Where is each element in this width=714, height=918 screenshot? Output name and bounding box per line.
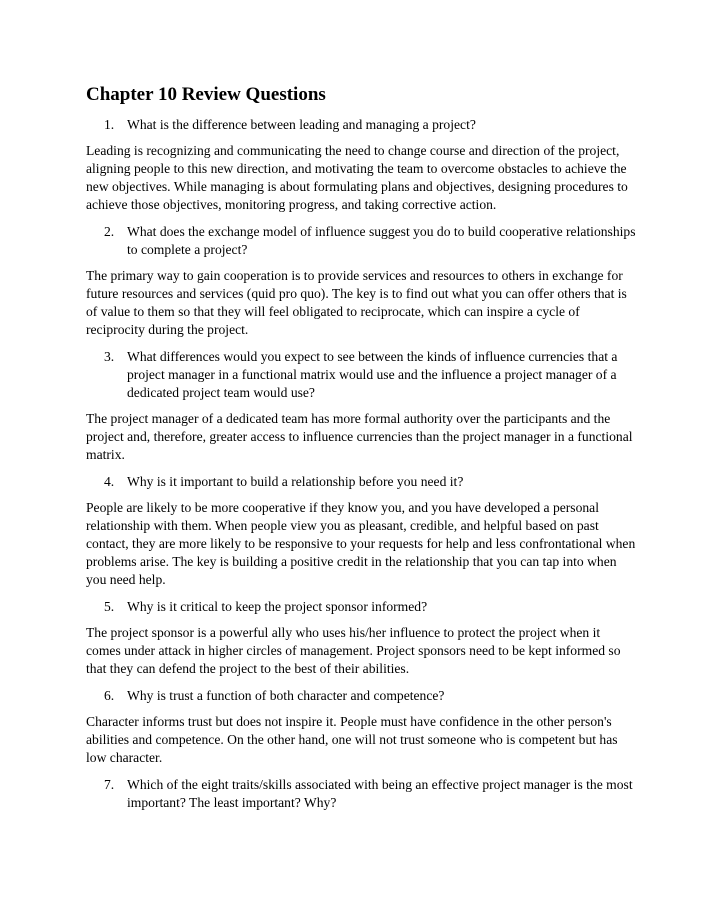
answer-3: The project manager of a dedicated team has more formal authority over the participants and the project and, therefore, greater access to influence currencies than the project manager in a functional matrix.	[86, 411, 633, 462]
answer-4: People are likely to be more cooperative if they know you, and you have developed a personal relationship with them. When people view you as pleasant, credible, and helpful based on past contact, they are more likely to be responsive to your requests for help and less confrontational when problems arise. The key is building a positive credit in the relationship that you can tap into when you need help.	[86, 500, 636, 587]
question-text: What is the difference between leading and managing a project?	[127, 117, 476, 132]
question-text: What differences would you expect to see between the kinds of influence currencies that a project manager in a functional matrix would use and the influence a project manager of a dedicated project team would use?	[127, 349, 618, 400]
question-number: 7.	[104, 777, 115, 792]
question-number: 5.	[104, 599, 115, 614]
question-2	[86, 223, 638, 259]
answer-2: The primary way to gain cooperation is to provide services and resources to others in exchange for future resources and services (quid pro quo). The key is to find out what you can offer others that is of value to them so that they will feel obligated to reciprocate, which can inspire a cycle of reciprocity during the project.	[86, 268, 627, 337]
question-number: 6.	[104, 688, 115, 703]
question-number: 1.	[104, 117, 115, 132]
question-number: 4.	[104, 474, 115, 489]
question-text: Why is it important to build a relationship before you need it?	[127, 474, 464, 489]
question-4	[86, 473, 638, 491]
answer-1: Leading is recognizing and communicating the need to change course and direction of the project, aligning people to this new direction, and motivating the team to overcome obstacles to achieve the new objectives. While managing is about formulating plans and objectives, designing procedures to achieve those objectives, monitoring progress, and taking corrective action.	[86, 143, 628, 212]
question-number: 2.	[104, 224, 115, 239]
question-1	[86, 116, 638, 134]
answer-5: The project sponsor is a powerful ally who uses his/her influence to protect the project when it comes under attack in higher circles of management. Project sponsors need to be kept informed so that they can defend the project to the best of their abilities.	[86, 625, 621, 676]
question-text: What does the exchange model of influence suggest you do to build cooperative relationships to complete a project?	[127, 224, 636, 257]
page-title: Chapter 10 Review Questions	[86, 84, 326, 105]
question-6	[86, 687, 638, 705]
question-number: 3.	[104, 349, 115, 364]
answer-6: Character informs trust but does not inspire it. People must have confidence in the other person's abilities and competence. On the other hand, one will not trust someone who is competent but has low character.	[86, 714, 618, 765]
question-text: Why is it critical to keep the project sponsor informed?	[127, 599, 428, 614]
question-5	[86, 598, 638, 616]
question-3	[86, 348, 638, 402]
question-text: Why is trust a function of both character and competence?	[127, 688, 445, 703]
question-7	[86, 776, 638, 812]
question-text: Which of the eight traits/skills associated with being an effective project manager is the most important? The least important? Why?	[127, 777, 633, 810]
